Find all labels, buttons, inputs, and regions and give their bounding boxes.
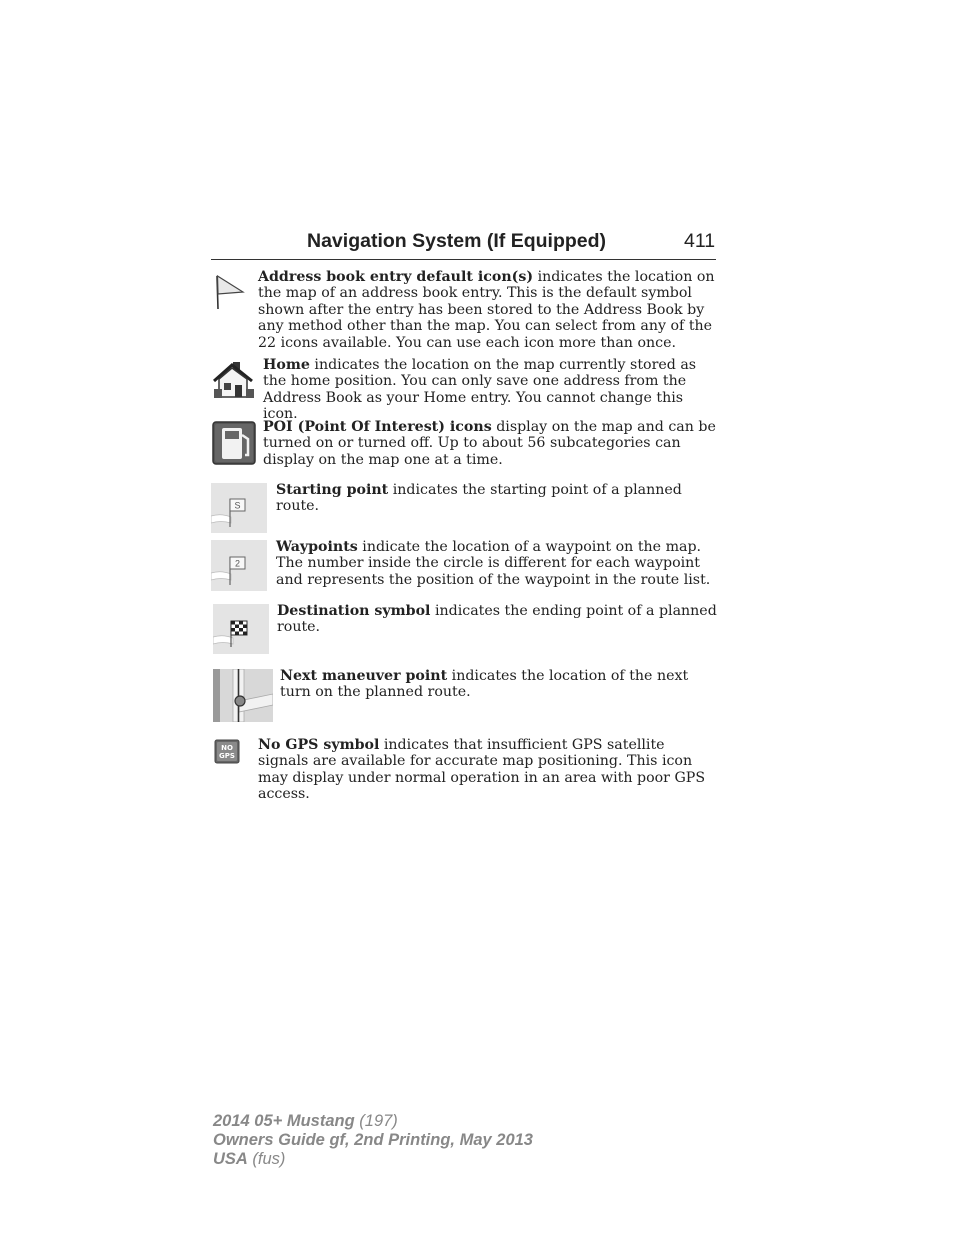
starting-point-flag-icon xyxy=(211,483,267,533)
entry-text: indicates the location on the map currently stored as the home position. You can only save one address from the Address Book as your Home entry. You cannot change this icon. xyxy=(263,357,697,423)
entry-term: Starting point xyxy=(276,482,389,498)
entry-text: indicates the starting point of a planned route. xyxy=(276,482,682,515)
entry-term: No GPS symbol xyxy=(258,737,380,753)
poi-paragraph xyxy=(263,419,718,468)
footer-market-code: (fus) xyxy=(247,1150,286,1168)
footer-model: 2014 05+ Mustang xyxy=(213,1112,355,1130)
starting-point-paragraph xyxy=(276,482,718,515)
footer-line-1 xyxy=(213,1112,533,1131)
page-number: 411 xyxy=(684,230,716,252)
destination-paragraph xyxy=(277,603,717,636)
entry-term: Next maneuver point xyxy=(280,668,448,684)
home-paragraph xyxy=(263,357,715,423)
entry-term: Home xyxy=(263,357,310,373)
waypoint-flag-icon xyxy=(211,540,267,591)
destination-checkered-flag-icon xyxy=(213,604,269,654)
page-title: Navigation System (If Equipped) xyxy=(307,230,607,252)
entry-text: indicates the location of the next turn on the planned route. xyxy=(280,668,689,701)
waypoints-paragraph xyxy=(276,539,718,588)
print-footer xyxy=(213,1112,533,1169)
footer-market: USA xyxy=(213,1150,248,1168)
no-gps-paragraph xyxy=(258,737,718,803)
footer-edition: Owners Guide gf, 2nd Printing, May 2013 xyxy=(213,1131,533,1149)
entry-text: display on the map and can be turned on or turned off. Up to about 56 subcategories can display on the map one at a time. xyxy=(263,419,716,468)
footer-line-2 xyxy=(213,1131,533,1150)
footer-line-3 xyxy=(213,1150,533,1169)
entry-term: POI (Point Of Interest) icons xyxy=(263,419,492,435)
header-divider xyxy=(211,259,716,260)
entry-text: indicate the location of a waypoint on the map. The number inside the circle is different for each waypoint and represents the position of the waypoint in the route list. xyxy=(276,539,711,588)
entry-text: indicates the location on the map of an address book entry. This is the default symbol shown after the entry has been stored to the Address Book by any method other than the map. You can select from any of the 22 icons available. You can use each icon more than once. xyxy=(258,269,715,351)
next-maneuver-paragraph xyxy=(280,668,718,701)
waypoint-flag-label: 2 xyxy=(234,558,241,569)
entry-term: Waypoints xyxy=(276,539,358,555)
footer-model-code: (197) xyxy=(354,1112,398,1130)
address-book-flag-icon xyxy=(212,271,246,311)
address-book-entry-paragraph xyxy=(258,269,718,351)
no-gps-label-bottom: GPS xyxy=(219,752,235,760)
entry-term: Address book entry default icon(s) xyxy=(258,269,534,285)
entry-term: Destination symbol xyxy=(277,603,431,619)
next-maneuver-point-icon xyxy=(213,669,273,722)
no-gps-label-top: NO xyxy=(221,744,233,752)
fuel-pump-icon xyxy=(212,421,256,465)
no-gps-icon xyxy=(214,739,240,764)
start-flag-label: S xyxy=(234,500,241,511)
home-icon xyxy=(211,359,257,401)
entry-text: indicates the ending point of a planned route. xyxy=(277,603,717,636)
entry-text: indicates that insufficient GPS satellite signals are available for accurate map positioning. This icon may display under normal operation in an area with poor GPS access. xyxy=(258,737,706,803)
